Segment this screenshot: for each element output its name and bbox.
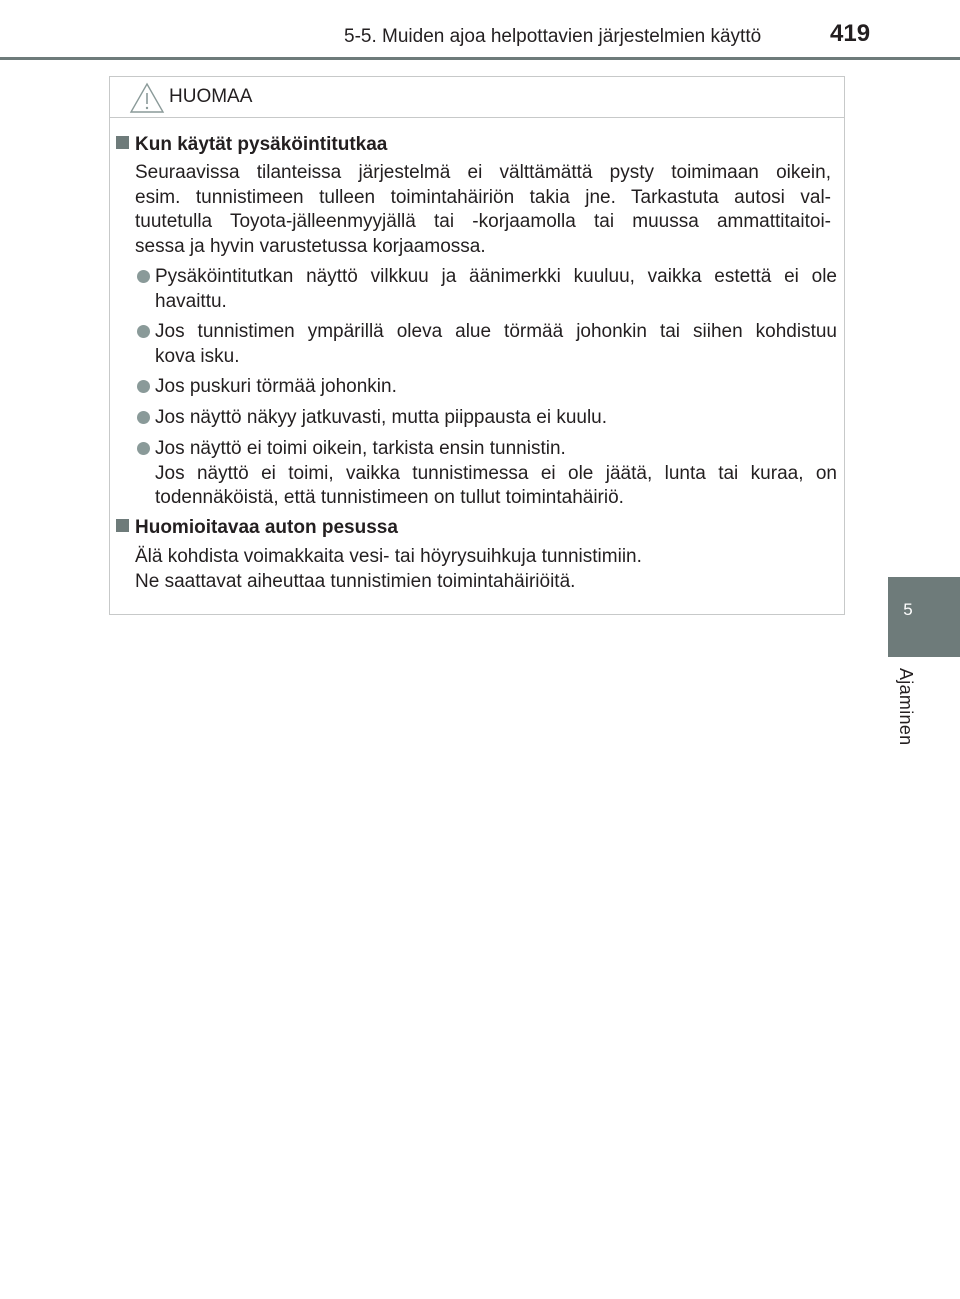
list-item-line: Pysäköintitutkan näyttö vilkkuu ja äänimerkki kuuluu, vaikka estettä ei ole	[155, 266, 837, 287]
round-bullet-icon	[137, 325, 150, 338]
list-item-line: Jos tunnistimen ympärillä oleva alue törmää johonkin tai siihen kohdistuu	[155, 321, 837, 342]
square-bullet-icon	[116, 519, 129, 532]
round-bullet-icon	[137, 270, 150, 283]
list-item	[137, 265, 837, 314]
notice-box	[109, 76, 845, 615]
paragraph-line: Ne saattavat aiheuttaa tunnistimien toimintahäiriöitä.	[135, 570, 576, 592]
header-rule	[0, 57, 960, 60]
list-item	[137, 437, 837, 511]
round-bullet-icon	[137, 380, 150, 393]
list-item-line: Jos puskuri törmää johonkin.	[155, 376, 397, 397]
list-item-line: Jos näyttö näkyy jatkuvasti, mutta piippausta ei kuulu.	[155, 407, 608, 428]
list-item	[137, 320, 837, 369]
list-item-line: Jos näyttö ei toimi, vaikka tunnistimessa ei ole jäätä, lunta tai kuraa, on	[155, 462, 837, 484]
chapter-title: 5-5. Muiden ajoa helpottavien järjestelmien käyttö	[344, 26, 762, 47]
chapter-tab	[888, 577, 960, 657]
list-item-line: kova isku.	[155, 345, 240, 367]
paragraph-line: Älä kohdista voimakkaita vesi- tai höyrysuihkuja tunnistimiin.	[135, 546, 642, 567]
paragraph-line: sessa ja hyvin varustetussa korjaamossa.	[135, 235, 486, 257]
list-item-line: Jos näyttö ei toimi oikein, tarkista ensin tunnistin.	[155, 438, 566, 459]
chapter-tab-label: Ajaminen	[896, 668, 916, 746]
list-item	[137, 375, 837, 400]
section-heading	[116, 517, 398, 539]
paragraph-line: tuutetulla Toyota-jälleenmyyjällä tai -korjaamolla tai muussa ammattitaitoi-	[135, 211, 831, 232]
warning-triangle-icon	[129, 82, 165, 114]
section-paragraph	[135, 545, 831, 594]
section-paragraph	[135, 161, 831, 259]
list-item-line: havaittu.	[155, 290, 227, 312]
chapter-tab-number: 5	[903, 600, 913, 619]
round-bullet-icon	[137, 411, 150, 424]
square-bullet-icon	[116, 136, 129, 149]
notice-title: HUOMAA	[169, 86, 253, 107]
section-heading	[116, 134, 387, 156]
paragraph-line: Seuraavissa tilanteissa järjestelmä ei välttämättä pysty toimimaan oikein,	[135, 162, 831, 183]
list-item	[137, 406, 837, 431]
page-number: 419	[830, 20, 871, 47]
section-heading-text: Kun käytät pysäköintitutkaa	[135, 134, 388, 155]
notice-header	[110, 77, 844, 118]
paragraph-line: esim. tunnistimeen tulleen toimintahäiriön takia jne. Tarkastuta autosi val-	[135, 186, 831, 208]
round-bullet-icon	[137, 442, 150, 455]
section-heading-text: Huomioitavaa auton pesussa	[135, 517, 398, 538]
list-item-line: todennäköistä, että tunnistimeen on tullut toimintahäiriö.	[155, 487, 624, 508]
